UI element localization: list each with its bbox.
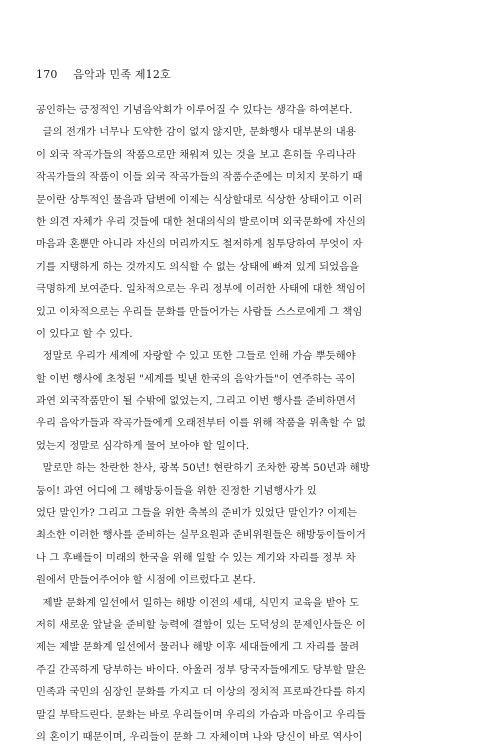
page-number: 170	[36, 68, 58, 81]
text-line: 정말로 우리가 세계에 자랑할 수 있고 또한 그들로 인해 가슴 뿌듯해야	[36, 350, 356, 363]
text-line: 할 이번 행사에 초청된 "세계를 빛낸 한국의 음악가들"이 연주하는 곡이	[36, 372, 356, 385]
text-line: 기를 지탱하게 하는 것까지도 의식할 수 없는 상태에 빠져 있게 되었음을	[36, 260, 360, 273]
text-line: 둥이! 과연 어디에 그 해방둥이들을 위한 진정한 기념행사가 있	[36, 484, 317, 497]
running-header	[36, 66, 171, 82]
text-line: 말길 부탁드린다. 문화는 바로 우리들이며 우리의 가슴과 마음이고 우리들	[36, 708, 366, 721]
text-line: 이 있다고 할 수 있다.	[36, 327, 133, 340]
text-line: 문이란 상투적인 물음과 답변에 이제는 식상할대로 식상한 상태이고 이러	[36, 193, 363, 206]
text-line: 었단 말인가? 그리고 그들을 위한 축복의 준비가 있었단 말인가? 이제는	[36, 507, 357, 520]
text-line: 민족과 국민의 심장인 문화를 가지고 더 이상의 정치적 프로파간다를 하지	[36, 686, 366, 699]
text-line: 의 혼이기 때문이며, 우리들이 문화 그 자체이며 나와 당신이 바로 역사이	[36, 730, 363, 743]
text-line: 우리 음악가들과 작곡가들에게 오래전부터 이를 위해 작품을 위촉할 수 없	[36, 417, 366, 430]
text-line: 저히 새로운 앞날을 준비할 능력에 결함이 있는 도덕성의 문제인사들은 이	[36, 618, 366, 631]
text-line: 이 외국 작곡가들의 작품으로만 채워져 있는 것을 보고 흔히들 우리나라	[36, 148, 356, 161]
body-text	[36, 99, 450, 748]
text-line: 과연 외국작품만이 될 수밖에 없었는지, 그리고 이번 행사를 준비하면서	[36, 395, 356, 408]
text-line: 제발 문화계 일선에서 일하는 해방 이전의 세대, 식민지 교육을 받아 도	[36, 596, 360, 609]
text-line: 작곡가들의 작품이 이들 외국 작곡가들의 작품수준에는 미치지 못하기 때	[36, 171, 363, 184]
text-line: 원에서 만들어주어야 할 시점에 이르렀다고 본다.	[36, 574, 256, 587]
text-line: 말로만 하는 찬란한 찬사, 광복 50년! 현란하기 조차한 광복 50년과 해방	[36, 462, 370, 475]
text-line: 한 의견 자체가 우리 것들에 대한 천대의식의 발로이며 외국문화에 자신의	[36, 215, 366, 228]
text-line: 공인하는 긍정적인 기념음악회가 이루어질 수 있다는 생각을 하여본다.	[36, 104, 353, 116]
text-line: 최소한 이러한 행사를 준비하는 실무요원과 준비위원들은 해방둥이들이거	[36, 529, 366, 542]
text-line: 글의 전개가 너무나 도약한 감이 없지 않지만, 문화행사 대부분의 내용	[36, 126, 356, 139]
journal-title: 음악과 민족 제12호	[73, 68, 171, 81]
text-line: 극명하게 보여준다. 일차적으로는 우리 정부에 이러한 사태에 대한 책임이	[36, 283, 366, 296]
text-line: 있고 이차적으로는 우리들 문화를 만들어가는 사람들 스스로에게 그 책임	[36, 305, 363, 318]
text-line: 나 그 후배들이 미래의 한국을 위해 일할 수 있는 계기와 자리를 정부 차	[36, 551, 356, 564]
text-line: 제는 제발 문화계 일선에서 물러나 해방 이후 세대들에게 그 자리를 물려	[36, 641, 360, 654]
text-line: 었는지 정말로 심각하게 물어 보아야 할 일이다.	[36, 439, 250, 452]
text-line: 주길 간곡하게 당부하는 바이다. 아울러 정부 당국자들에게도 당부할 말은	[36, 663, 366, 676]
text-line: 마음과 혼뿐만 아니라 자신의 머리까지도 철저하게 침투당하여 무엇이 자	[36, 238, 363, 251]
